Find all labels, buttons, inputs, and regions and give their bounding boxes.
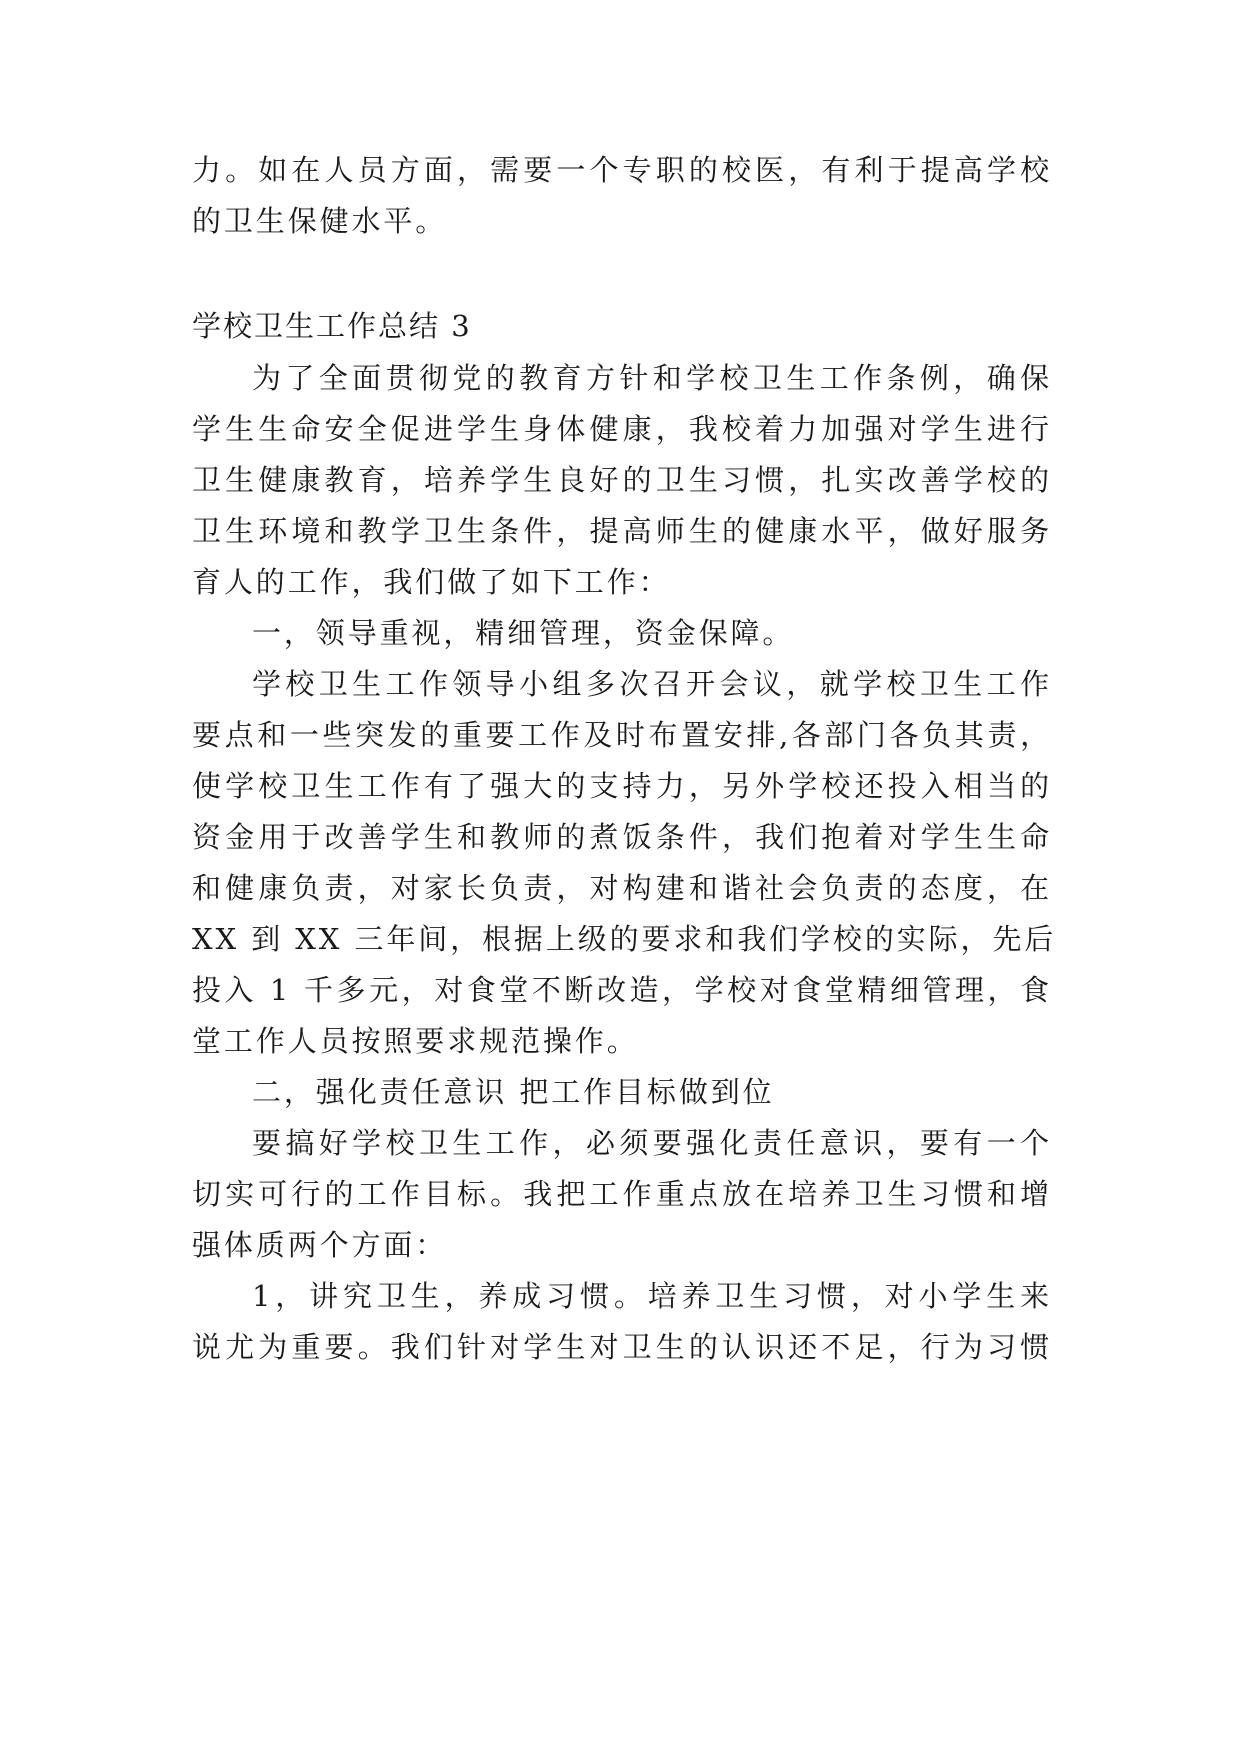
body-text-line: 卫生健康教育，培养学生良好的卫生习惯，扎实改善学校的	[192, 463, 1052, 497]
body-text-line: 育人的工作，我们做了如下工作：	[192, 565, 671, 599]
body-text-line: 使学校卫生工作有了强大的支持力，另外学校还投入相当的	[192, 769, 1052, 803]
body-text-line: 1，讲究卫生，养成习惯。培养卫生习惯，对小学生来	[252, 1279, 1052, 1313]
body-text-line: 投入 1 千多元，对食堂不断改造，学校对食堂精细管理，食	[192, 973, 1052, 1007]
body-text-line: 学校卫生工作领导小组多次召开会议，就学校卫生工作	[252, 667, 1052, 701]
body-text-line: 要点和一些突发的重要工作及时布置安排,各部门各负其责，	[192, 718, 1052, 752]
body-text-line: 卫生环境和教学卫生条件，提高师生的健康水平，做好服务	[192, 514, 1052, 548]
body-text-line: 的卫生保健水平。	[192, 204, 448, 238]
body-text-line: 强体质两个方面：	[192, 1228, 448, 1262]
body-text-line: 堂工作人员按照要求规范操作。	[192, 1024, 639, 1058]
body-text-line: 为了全面贯彻党的教育方针和学校卫生工作条例，确保	[252, 361, 1052, 395]
body-text-line: 切实可行的工作目标。我把工作重点放在培养卫生习惯和增	[192, 1177, 1052, 1211]
body-text-line: 资金用于改善学生和教师的煮饭条件，我们抱着对学生生命	[192, 820, 1052, 854]
subheading: 二，强化责任意识 把工作目标做到位	[252, 1075, 775, 1109]
body-text-line: 力。如在人员方面，需要一个专职的校医，有利于提高学校	[192, 153, 1052, 187]
section-title: 学校卫生工作总结 3	[192, 309, 472, 343]
body-text-line: XX 到 XX 三年间，根据上级的要求和我们学校的实际，先后	[192, 922, 1057, 956]
body-text-line: 和健康负责，对家长负责，对构建和谐社会负责的态度，在	[192, 871, 1052, 905]
body-text-line: 学生生命安全促进学生身体健康，我校着力加强对学生进行	[192, 412, 1052, 446]
body-text-line: 说尤为重要。我们针对学生对卫生的认识还不足，行为习惯	[192, 1330, 1052, 1364]
subheading: 一，领导重视，精细管理，资金保障。	[252, 616, 795, 650]
body-text-line: 要搞好学校卫生工作，必须要强化责任意识，要有一个	[252, 1126, 1052, 1160]
